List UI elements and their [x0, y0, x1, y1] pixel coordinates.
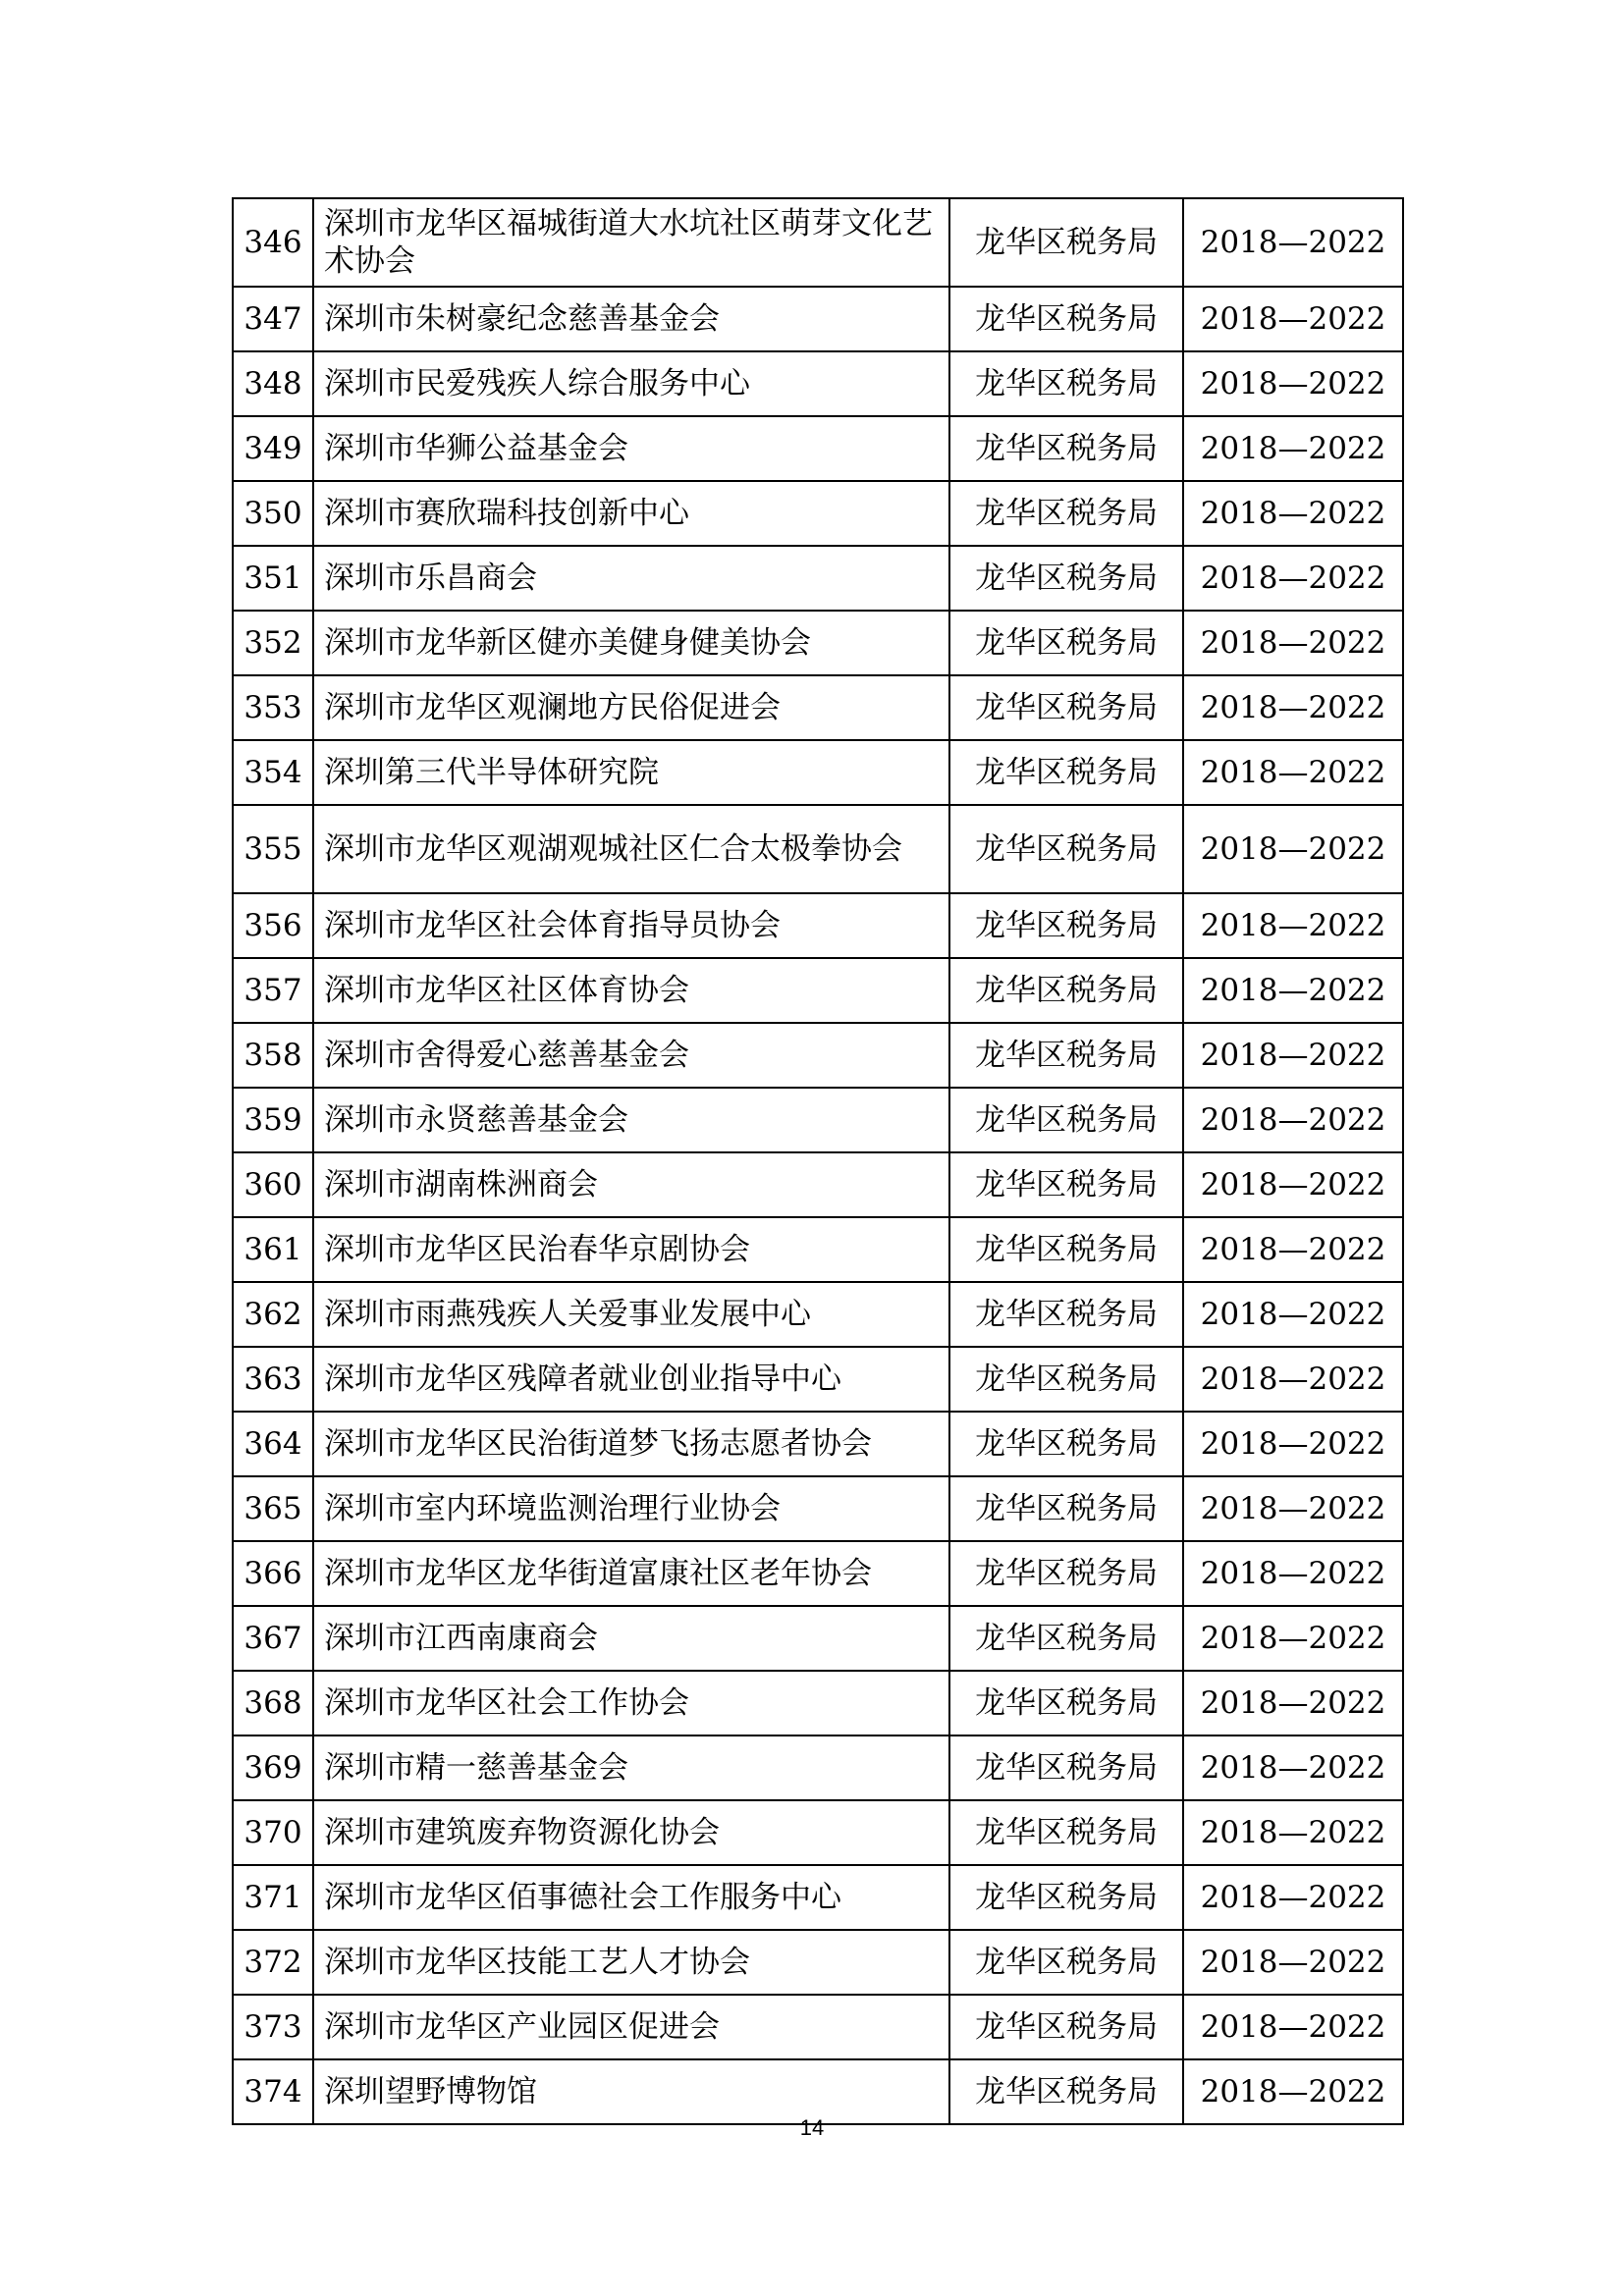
validity-period-cell: 2018—2022: [1183, 958, 1403, 1023]
tax-authority-cell: 龙华区税务局: [949, 740, 1183, 805]
table-row: [233, 893, 1403, 958]
table-row: [233, 1023, 1403, 1088]
validity-period-cell: 2018—2022: [1183, 1282, 1403, 1347]
table-row: [233, 1088, 1403, 1152]
row-number-cell: 363: [233, 1347, 313, 1412]
organization-name-cell: 深圳市龙华区福城街道大水坑社区萌芽文化艺术协会: [313, 198, 949, 287]
validity-period-cell: 2018—2022: [1183, 675, 1403, 740]
table-row: [233, 287, 1403, 351]
tax-authority-cell: 龙华区税务局: [949, 546, 1183, 611]
tax-authority-cell: 龙华区税务局: [949, 1930, 1183, 1995]
table-row: [233, 1735, 1403, 1800]
row-number-cell: 364: [233, 1412, 313, 1476]
tax-authority-cell: 龙华区税务局: [949, 1347, 1183, 1412]
row-number-cell: 357: [233, 958, 313, 1023]
validity-period-cell: 2018—2022: [1183, 1412, 1403, 1476]
row-number-cell: 349: [233, 416, 313, 481]
tax-authority-cell: 龙华区税务局: [949, 893, 1183, 958]
table-row: [233, 740, 1403, 805]
organization-name-cell: 深圳第三代半导体研究院: [313, 740, 949, 805]
table-row: [233, 805, 1403, 893]
table-row: [233, 1152, 1403, 1217]
validity-period-cell: 2018—2022: [1183, 1800, 1403, 1865]
table-row: [233, 1412, 1403, 1476]
organization-name-cell: 深圳市江西南康商会: [313, 1606, 949, 1671]
table-row: [233, 481, 1403, 546]
row-number-cell: 365: [233, 1476, 313, 1541]
tax-authority-cell: 龙华区税务局: [949, 2059, 1183, 2124]
tax-authority-cell: 龙华区税务局: [949, 351, 1183, 416]
tax-authority-cell: 龙华区税务局: [949, 416, 1183, 481]
row-number-cell: 370: [233, 1800, 313, 1865]
organization-name-cell: 深圳市建筑废弃物资源化协会: [313, 1800, 949, 1865]
validity-period-cell: 2018—2022: [1183, 1347, 1403, 1412]
row-number-cell: 346: [233, 198, 313, 287]
validity-period-cell: 2018—2022: [1183, 611, 1403, 675]
organization-name-cell: 深圳市室内环境监测治理行业协会: [313, 1476, 949, 1541]
validity-period-cell: 2018—2022: [1183, 1671, 1403, 1735]
organization-name-cell: 深圳市龙华区社会体育指导员协会: [313, 893, 949, 958]
validity-period-cell: 2018—2022: [1183, 2059, 1403, 2124]
row-number-cell: 360: [233, 1152, 313, 1217]
tax-authority-cell: 龙华区税务局: [949, 287, 1183, 351]
tax-authority-cell: 龙华区税务局: [949, 1671, 1183, 1735]
tax-authority-cell: 龙华区税务局: [949, 1282, 1183, 1347]
validity-period-cell: 2018—2022: [1183, 198, 1403, 287]
tax-authority-cell: 龙华区税务局: [949, 1023, 1183, 1088]
row-number-cell: 367: [233, 1606, 313, 1671]
validity-period-cell: 2018—2022: [1183, 1476, 1403, 1541]
validity-period-cell: 2018—2022: [1183, 287, 1403, 351]
validity-period-cell: 2018—2022: [1183, 546, 1403, 611]
tax-authority-cell: 龙华区税务局: [949, 1865, 1183, 1930]
organization-name-cell: 深圳市龙华区民治街道梦飞扬志愿者协会: [313, 1412, 949, 1476]
validity-period-cell: 2018—2022: [1183, 805, 1403, 893]
validity-period-cell: 2018—2022: [1183, 1023, 1403, 1088]
table-row: [233, 675, 1403, 740]
organization-name-cell: 深圳市龙华区佰事德社会工作服务中心: [313, 1865, 949, 1930]
table-row: [233, 416, 1403, 481]
table-row: [233, 1476, 1403, 1541]
validity-period-cell: 2018—2022: [1183, 351, 1403, 416]
table-row: [233, 1800, 1403, 1865]
row-number-cell: 374: [233, 2059, 313, 2124]
row-number-cell: 361: [233, 1217, 313, 1282]
table-row: [233, 198, 1403, 287]
organization-name-cell: 深圳市永贤慈善基金会: [313, 1088, 949, 1152]
tax-authority-cell: 龙华区税务局: [949, 1606, 1183, 1671]
tax-authority-cell: 龙华区税务局: [949, 1541, 1183, 1606]
organization-name-cell: 深圳市朱树豪纪念慈善基金会: [313, 287, 949, 351]
validity-period-cell: 2018—2022: [1183, 1606, 1403, 1671]
validity-period-cell: 2018—2022: [1183, 1930, 1403, 1995]
row-number-cell: 358: [233, 1023, 313, 1088]
tax-authority-cell: 龙华区税务局: [949, 1088, 1183, 1152]
row-number-cell: 368: [233, 1671, 313, 1735]
tax-authority-cell: 龙华区税务局: [949, 481, 1183, 546]
table-row: [233, 611, 1403, 675]
tax-authority-cell: 龙华区税务局: [949, 1412, 1183, 1476]
organization-name-cell: 深圳市龙华区观澜地方民俗促进会: [313, 675, 949, 740]
tax-authority-cell: 龙华区税务局: [949, 611, 1183, 675]
row-number-cell: 352: [233, 611, 313, 675]
organization-name-cell: 深圳市舍得爱心慈善基金会: [313, 1023, 949, 1088]
tax-authority-cell: 龙华区税务局: [949, 958, 1183, 1023]
validity-period-cell: 2018—2022: [1183, 1995, 1403, 2059]
organization-name-cell: 深圳市龙华区残障者就业创业指导中心: [313, 1347, 949, 1412]
organization-name-cell: 深圳市赛欣瑞科技创新中心: [313, 481, 949, 546]
row-number-cell: 353: [233, 675, 313, 740]
tax-authority-cell: 龙华区税务局: [949, 1217, 1183, 1282]
row-number-cell: 372: [233, 1930, 313, 1995]
validity-period-cell: 2018—2022: [1183, 1088, 1403, 1152]
organization-table: [232, 197, 1404, 2125]
table-row: [233, 1347, 1403, 1412]
table-row: [233, 1282, 1403, 1347]
row-number-cell: 359: [233, 1088, 313, 1152]
validity-period-cell: 2018—2022: [1183, 1735, 1403, 1800]
table-row: [233, 1671, 1403, 1735]
table-row: [233, 351, 1403, 416]
tax-authority-cell: 龙华区税务局: [949, 805, 1183, 893]
tax-authority-cell: 龙华区税务局: [949, 1995, 1183, 2059]
row-number-cell: 355: [233, 805, 313, 893]
row-number-cell: 350: [233, 481, 313, 546]
organization-name-cell: 深圳市龙华区龙华街道富康社区老年协会: [313, 1541, 949, 1606]
organization-name-cell: 深圳市民爱残疾人综合服务中心: [313, 351, 949, 416]
row-number-cell: 371: [233, 1865, 313, 1930]
table-row: [233, 1217, 1403, 1282]
row-number-cell: 351: [233, 546, 313, 611]
row-number-cell: 347: [233, 287, 313, 351]
organization-name-cell: 深圳市龙华区社会工作协会: [313, 1671, 949, 1735]
row-number-cell: 362: [233, 1282, 313, 1347]
table-row: [233, 1930, 1403, 1995]
organization-name-cell: 深圳市龙华区观湖观城社区仁合太极拳协会: [313, 805, 949, 893]
page-number: 14: [799, 2115, 825, 2140]
organization-name-cell: 深圳市龙华区技能工艺人才协会: [313, 1930, 949, 1995]
table-row: [233, 546, 1403, 611]
validity-period-cell: 2018—2022: [1183, 893, 1403, 958]
organization-name-cell: 深圳望野博物馆: [313, 2059, 949, 2124]
validity-period-cell: 2018—2022: [1183, 416, 1403, 481]
row-number-cell: 369: [233, 1735, 313, 1800]
tax-authority-cell: 龙华区税务局: [949, 1735, 1183, 1800]
organization-name-cell: 深圳市龙华区产业园区促进会: [313, 1995, 949, 2059]
tax-authority-cell: 龙华区税务局: [949, 1800, 1183, 1865]
organization-name-cell: 深圳市龙华新区健亦美健身健美协会: [313, 611, 949, 675]
validity-period-cell: 2018—2022: [1183, 740, 1403, 805]
row-number-cell: 354: [233, 740, 313, 805]
validity-period-cell: 2018—2022: [1183, 1541, 1403, 1606]
validity-period-cell: 2018—2022: [1183, 1217, 1403, 1282]
organization-name-cell: 深圳市龙华区社区体育协会: [313, 958, 949, 1023]
table-row: [233, 1606, 1403, 1671]
table-body: [233, 198, 1403, 2124]
row-number-cell: 373: [233, 1995, 313, 2059]
organization-name-cell: 深圳市龙华区民治春华京剧协会: [313, 1217, 949, 1282]
table-row: [233, 1865, 1403, 1930]
table-row: [233, 958, 1403, 1023]
validity-period-cell: 2018—2022: [1183, 481, 1403, 546]
validity-period-cell: 2018—2022: [1183, 1865, 1403, 1930]
organization-name-cell: 深圳市华狮公益基金会: [313, 416, 949, 481]
row-number-cell: 356: [233, 893, 313, 958]
organization-name-cell: 深圳市乐昌商会: [313, 546, 949, 611]
row-number-cell: 366: [233, 1541, 313, 1606]
table-row: [233, 1541, 1403, 1606]
tax-authority-cell: 龙华区税务局: [949, 198, 1183, 287]
tax-authority-cell: 龙华区税务局: [949, 1152, 1183, 1217]
organization-name-cell: 深圳市雨燕残疾人关爱事业发展中心: [313, 1282, 949, 1347]
table-row: [233, 1995, 1403, 2059]
validity-period-cell: 2018—2022: [1183, 1152, 1403, 1217]
organization-name-cell: 深圳市精一慈善基金会: [313, 1735, 949, 1800]
tax-authority-cell: 龙华区税务局: [949, 1476, 1183, 1541]
row-number-cell: 348: [233, 351, 313, 416]
tax-authority-cell: 龙华区税务局: [949, 675, 1183, 740]
organization-name-cell: 深圳市湖南株洲商会: [313, 1152, 949, 1217]
